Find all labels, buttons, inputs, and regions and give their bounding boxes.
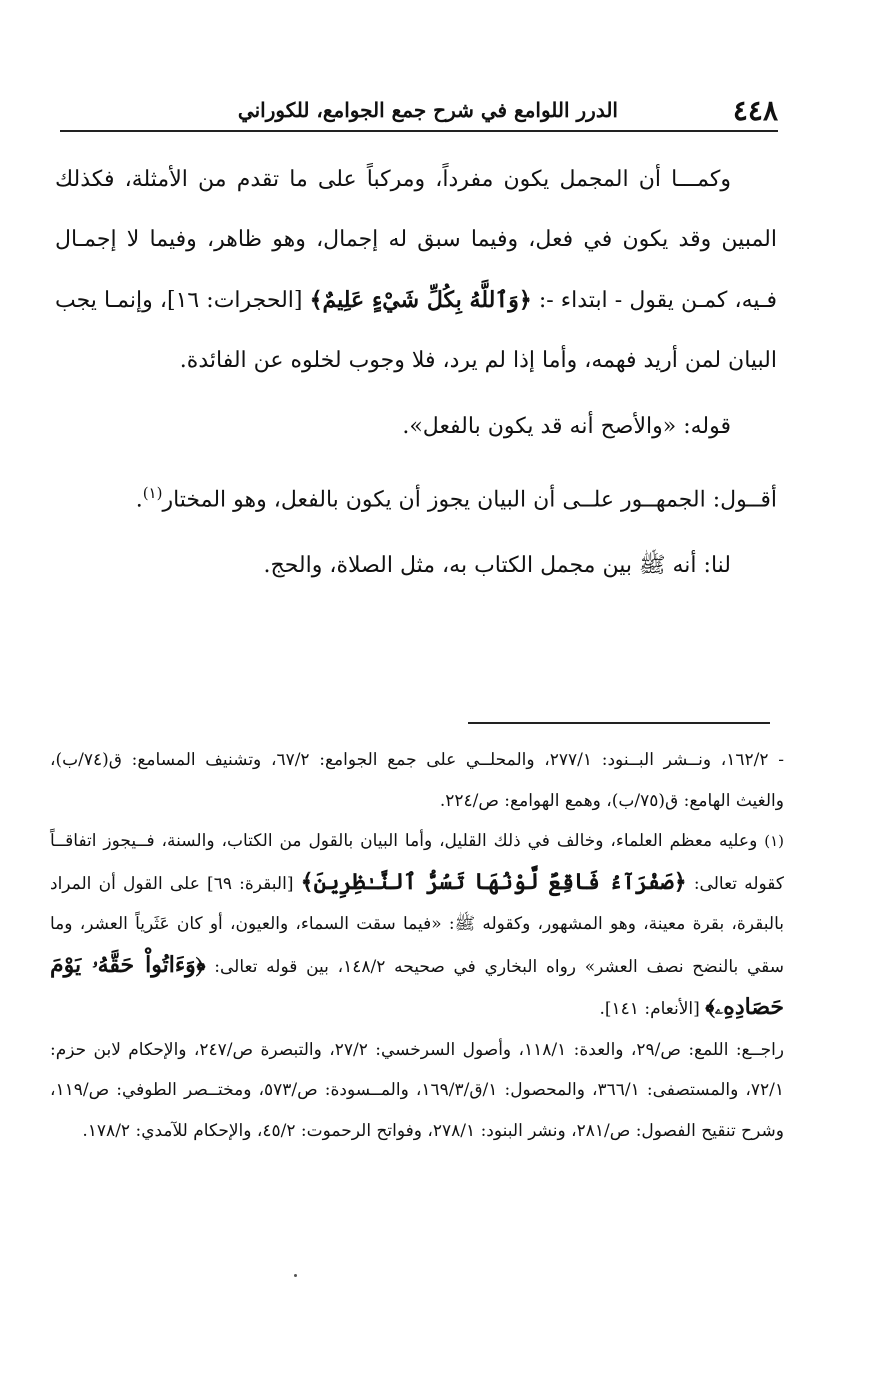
quran-verse: ﴿صَفْرَآءُ فَاقِعٌ لَّوْنُهَا تَسُرُّ ٱلنَّـٰظِرِينَ﴾ xyxy=(300,868,687,895)
scan-speck xyxy=(294,1274,297,1277)
footnote-text-continued: [البقرة: ٦٩] على القول أن المراد بالبقرة، بقرة معينة، وهو المشهور، وكقوله ﷺ: «فيما سقت السماء، والعيون، أو كان عَثَرياً العشر، وما سقي بالنضح نصف العشر» رواه البخاري في صحيحه ١٤٨/٢، بين قوله تعالى: xyxy=(50,873,784,977)
footnote-1 xyxy=(50,821,784,1030)
footnote-text: وعليه معظم العلماء، وخالف في ذلك القليل، وأما البيان بالقول من الكتاب، والسنة، فــيجوز اتفاقــاً كقوله تعالى: xyxy=(50,831,785,894)
footnotes xyxy=(50,740,784,1151)
quran-verse: ﴿وَءَاتُواْ حَقَّهُۥ يَوْمَ حَصَادِهِۦ﴾ xyxy=(50,951,784,1020)
quran-verse: ﴿وَٱللَّهُ بِكُلِّ شَيْءٍ عَلِيمٌ﴾ xyxy=(309,287,532,313)
paragraph-mujmal-mubayyan xyxy=(55,150,777,391)
page-number: ٤٤٨ xyxy=(732,94,778,127)
paragraph-aqul xyxy=(55,463,777,530)
footnote-number: (١) xyxy=(764,832,784,850)
page-header xyxy=(60,86,778,132)
footnote-continued: - ١٦٢/٢، ونــشر البــنود: ٢٧٧/١، والمحلــي على جمع الجوامع: ٦٧/٢، وتشنيف المسامع: ق(٧٤/ب)، والغيث الهامع: ق(٧٥/ب)، وهمع الهوامع: ص/٢٢٤. xyxy=(50,750,784,811)
paragraph-text-continued: [الحجرات: ١٦]، وإنمـا يجب البيان لمن أريد فهمه، وأما إذا لم يرد، فلا وجوب لخلوه عن الفائدة. xyxy=(55,288,777,373)
paragraph-text: وكمـــا أن المجمل يكون مفرداً، ومركباً على ما تقدم من الأمثلة، فكذلك المبين وقد يكون في فعل، وفيما سبق له إجمال، وهو ظاهر، وفيما لا إجمـال فـيه، كمـن يقول - ابتداء -: xyxy=(55,167,778,313)
paragraph-text: أقــول: الجمهــور علــى أن البيان يجوز أن يكون بالفعل، وهو المختار xyxy=(162,487,777,513)
main-text xyxy=(55,150,777,602)
footnote-text-end: [الأنعام: ١٤١]. xyxy=(599,999,700,1019)
footnote-references: راجــع: اللمع: ص/٢٩، والعدة: ١١٨/١، وأصول السرخسي: ٢٧/٢، والتبصرة ص/٢٤٧، والإحكام لابن حزم: ٧٢/١، والمستصفى: ٣٦٦/١، والمحصول: ١/ق/١٦٩/٣، والمــسودة: ص/٥٧٣، ومختــصر الطوفي: ص/١١٩، وشرح تنقيح الفصول: ص/٢٨١، ونشر البنود: ٢٧٨/١، وفواتح الرحموت: ٤٥/٢، والإحكام للآمدي: ١٧٨/٢. xyxy=(50,1039,785,1141)
paragraph-qawluh: قوله: «والأصح أنه قد يكون بالفعل». xyxy=(402,414,731,439)
footnote-marker: (١) xyxy=(142,484,163,502)
footnote-separator xyxy=(468,722,770,724)
running-title: الدرر اللوامع في شرح جمع الجوامع، للكوراني xyxy=(237,98,618,122)
paragraph-lana: لنا: أنه ﷺ بين مجمل الكتاب به، مثل الصلاة، والحج. xyxy=(263,553,731,579)
paragraph-end: . xyxy=(135,487,143,513)
